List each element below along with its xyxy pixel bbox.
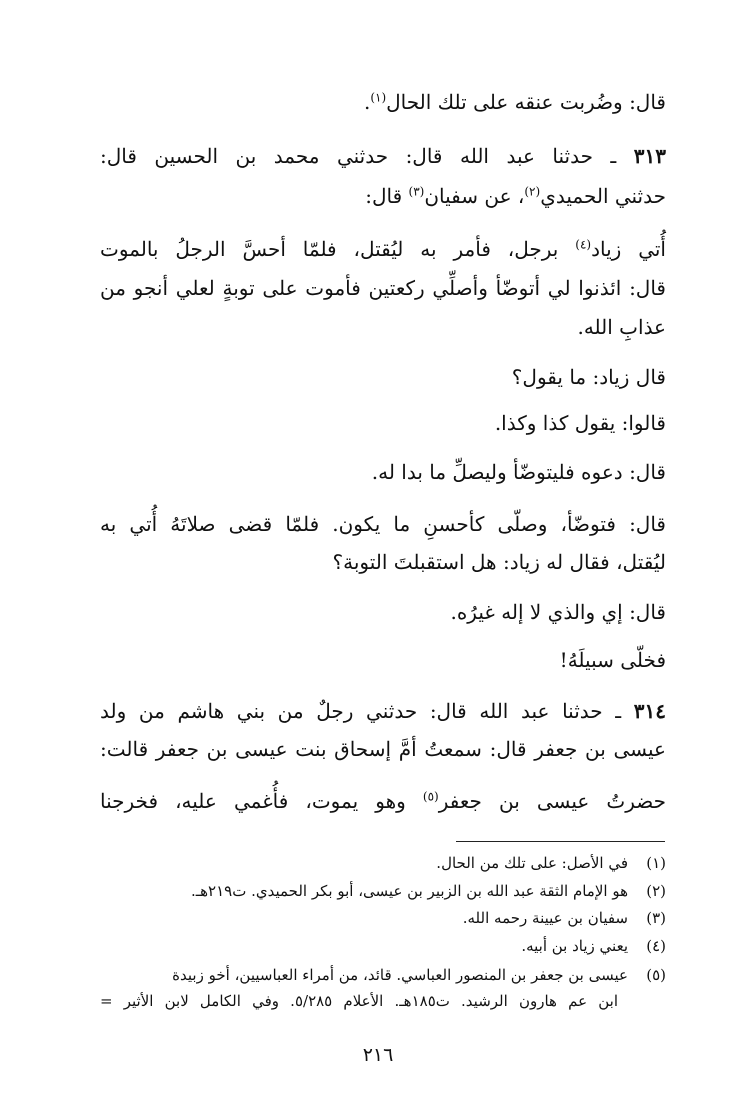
page-number: ٢١٦: [362, 1044, 394, 1066]
footnote-ref-4[interactable]: (٤): [575, 237, 592, 252]
footnote-2: [110, 880, 666, 902]
text-line-9: قال: دعوه فليتوضّأ وليصلِّ ما بدا له.: [371, 460, 666, 484]
footnote-ref-1[interactable]: (١): [370, 90, 387, 105]
text-line-11: ليُقتل، فقال له زياد: هل استقبلتَ التوبة؟: [332, 550, 666, 574]
footnote-3: [110, 907, 666, 929]
text-line-12: قال: إي والذي لا إله غيرُه.: [450, 600, 666, 624]
footnote-ref-5[interactable]: (٥): [422, 789, 439, 804]
footnote-text: سفيان بن عيينة رحمه الله.: [462, 909, 628, 927]
text-line-5: قال: ائذنوا لي أتوضّأ وأصلِّي ركعتين فأموت على توبةٍ لعلي أنجو من: [100, 276, 666, 300]
footnote-5: [110, 964, 666, 986]
hadith-314-line-3: حضرتُ عيسى بن جعفر$^{(٥)}$ وهو يموت، فأُغمي عليه، فخرجنا: [100, 789, 666, 813]
text-line-13: فخلّى سبيلَهُ!: [559, 648, 666, 672]
text-line-7: قال زياد: ما يقول؟: [511, 365, 666, 389]
footnote-number: (٢): [646, 882, 666, 900]
footnote-text: في الأصل: على تلك من الحال.: [436, 854, 628, 872]
hadith-314-line-2: عيسى بن جعفر قال: سمعتُ أمَّ إسحاق بنت عيسى بن جعفر قالت:: [100, 737, 666, 761]
text-line-6: عذابِ الله.: [577, 315, 666, 339]
footnote-ref-2[interactable]: (٢): [524, 184, 541, 199]
footnote-separator: [456, 841, 665, 842]
footnote-4: [110, 935, 666, 957]
footnote-text: يعني زياد بن أبيه.: [521, 937, 628, 955]
text-line-10: قال: فتوضّأ، وصلّى كأحسنِ ما يكون. فلمّا قضى صلاتَهُ أُتي به: [100, 512, 666, 536]
footnote-ref-3[interactable]: (٣): [408, 184, 425, 199]
footnote-1: [110, 852, 666, 874]
text-line-4: أُتي زياد$^{(٤)}$ برجل، فأمر به ليُقتل، فلمّا أحسَّ الرجلُ بالموت: [100, 237, 666, 261]
footnote-number: (٤): [646, 937, 666, 955]
hadith-313-line-1: ٣١٣ ـ حدثنا عبد الله قال: حدثني محمد بن الحسين قال:: [100, 144, 666, 168]
footnote-number: (١): [646, 854, 666, 872]
footnote-number: (٣): [646, 909, 666, 927]
hadith-314-line-1: ٣١٤ ـ حدثنا عبد الله قال: حدثني رجلٌ من بني هاشم من ولد: [100, 699, 666, 723]
text-line-8: قالوا: يقول كذا وكذا.: [494, 411, 666, 435]
hadith-number-313: ٣١٣: [633, 144, 666, 168]
text-line-1: قال: وضُربت عنقه على تلك الحال$^{(١)}$.: [363, 90, 666, 114]
footnote-text: عيسى بن جعفر بن المنصور العباسي. قائد، من أمراء العباسيين، أخو زبيدة: [172, 966, 628, 984]
footnote-number: (٥): [646, 966, 666, 984]
hadith-313-line-2: حدثني الحميدي$^{(٢)}$، عن سفيان$^{(٣)}$ قال:: [365, 184, 666, 208]
footnote-text: هو الإمام الثقة عبد الله بن الزبير بن عيسى، أبو بكر الحميدي. ت٢١٩هـ.: [190, 882, 628, 900]
hadith-number-314: ٣١٤: [633, 699, 666, 723]
footnote-5-continuation: ابن عم هارون الرشيد. ت١٨٥هـ. الأعلام ٥/٢٨٥. وفي الكامل لابن الأثير =: [100, 992, 618, 1010]
